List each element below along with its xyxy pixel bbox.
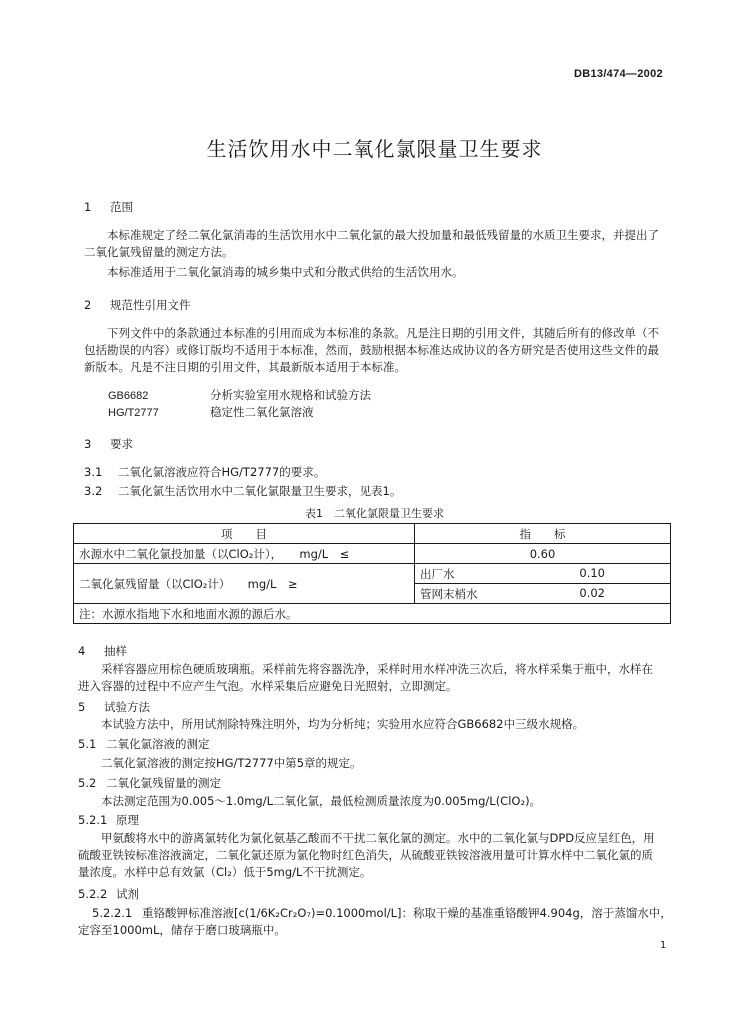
section-2-title: 规范性引用文件	[110, 298, 191, 312]
reference-row	[108, 404, 314, 422]
section-4-heading	[78, 643, 127, 659]
section-1-paragraph-1: 本标准规定了经二氧化氯消毒的生活饮用水中二氧化氯的最大投加量和最低残留量的水质卫生要求，并提出了二氧化氯残留量的测定方法。	[84, 228, 659, 259]
clause-number: 5.2.1	[78, 813, 108, 827]
reference-code: HG/T2777	[108, 407, 159, 419]
table-row	[74, 564, 671, 584]
column-header-item: 项 目	[74, 524, 415, 544]
clause-number: 5.2	[78, 776, 97, 790]
section-3-number: 3	[84, 437, 92, 451]
section-1-title: 范围	[110, 200, 133, 214]
section-2-heading	[84, 297, 191, 313]
section-2-number: 2	[84, 298, 92, 312]
clause-5-2-1-heading	[78, 812, 139, 828]
clause-5-2-2-1	[78, 905, 672, 939]
clause-3-2	[84, 483, 401, 500]
clause-title: 试剂	[116, 887, 139, 901]
section-1-number: 1	[84, 200, 92, 214]
reference-row	[108, 387, 371, 405]
section-3-title: 要求	[110, 437, 133, 451]
clause-number: 3.1	[84, 465, 103, 479]
section-5-paragraph: 本试验方法中，所用试剂除特殊注明外，均为分析纯；实验用水应符合GB6682中三级水规格。	[101, 717, 585, 731]
row-value-dosage: 0.60	[415, 544, 671, 564]
clause-number: 3.2	[84, 484, 103, 498]
section-1-heading	[84, 199, 133, 215]
residual-outlet-cell	[415, 564, 671, 584]
section-5-title: 试验方法	[104, 700, 150, 714]
table-note: 注：水源水指地下水和地面水源的源后水。	[74, 604, 671, 624]
residual-outlet-label: 出厂水	[420, 566, 455, 581]
clause-5-2-paragraph: 本法测定范围为0.005～1.0mg/L二氧化氯，最低检测质量浓度为0.005mg/L(ClO₂)。	[101, 794, 542, 808]
clause-3-1	[84, 464, 325, 481]
table-note-row	[74, 604, 671, 624]
clause-number: 5.1	[78, 737, 97, 751]
reference-code: GB6682	[108, 390, 149, 402]
section-4-title: 抽样	[104, 644, 127, 658]
reference-title: 稳定性二氧化氯溶液	[210, 405, 314, 419]
table-header-row	[74, 524, 671, 544]
page-number: 1	[660, 940, 667, 951]
section-5-number: 5	[78, 700, 86, 714]
clause-text: 重铬酸钾标准溶液[c(1/6K₂Cr₂O₇)=0.1000mol/L]：称取干燥的基准重铬酸钾4.904g，溶于蒸馏水中，定容至1000mL，储存于磨口玻璃瓶中。	[78, 906, 672, 937]
document-title: 生活饮用水中二氧化氯限量卫生要求	[206, 137, 543, 161]
limits-table	[73, 523, 671, 624]
column-header-index: 指 标	[415, 524, 671, 544]
row-item-dosage: 水源水中二氧化氯投加量（以ClO₂计）， mg/L ≤	[74, 544, 415, 564]
clause-5-2-2-heading	[78, 886, 139, 902]
standard-code: DB13/474—2002	[574, 68, 663, 80]
section-1-paragraph-2: 本标准适用于二氧化氯消毒的城乡集中式和分散式供给的生活饮用水。	[107, 265, 464, 279]
clause-text: 二氧化氯生活饮用水中二氧化氯限量卫生要求，见表1。	[118, 484, 402, 498]
table-row	[74, 544, 671, 564]
residual-outlet-value: 0.10	[579, 565, 605, 580]
reference-title: 分析实验室用水规格和试验方法	[210, 388, 371, 402]
residual-network-value: 0.02	[579, 585, 605, 600]
clause-title: 二氧化氯溶液的测定	[106, 737, 210, 751]
table-1-caption: 表1 二氧化氯限量卫生要求	[305, 507, 444, 520]
clause-number: 5.2.2	[78, 887, 108, 901]
section-4-number: 4	[78, 644, 86, 658]
clause-5-2-1-paragraph: 甲氨酸将水中的游离氯转化为氯化氨基乙酸而不干扰二氧化氯的测定。水中的二氧化氯与DPD反应呈红色，用硫酸亚铁铵标准溶液滴定，二氧化氯还原为氯化物时红色消失，从硫酸亚铁铵溶液用量可计算水样中二氧化氯的质量浓度。水样中总有效氯（Cl₂）低于5mg/L不干扰测定。	[78, 831, 655, 879]
section-2-paragraph: 下列文件中的条款通过本标准的引用而成为本标准的条款。凡是注日期的引用文件，其随后所有的修改单（不包括勘误的内容）或修订版均不适用于本标准，然而，鼓励根据本标准达成协议的各方研究是否使用这些文件的最新版本。凡是不注日期的引用文件，其最新版本适用于本标准。	[84, 326, 659, 374]
residual-network-cell	[415, 584, 671, 604]
section-4-paragraph: 采样容器应用棕色硬质玻璃瓶。采样前先将容器洗净，采样时用水样冲洗三次后，将水样采集于瓶中，水样在进入容器的过程中不应产生气泡。水样采集后应避免日光照射，立即测定。	[78, 662, 653, 693]
section-3-heading	[84, 436, 133, 452]
clause-title: 原理	[116, 813, 139, 827]
clause-title: 二氧化氯残留量的测定	[106, 776, 221, 790]
clause-5-1-paragraph: 二氧化氯溶液的测定按HG/T2777中第5章的规定。	[101, 756, 362, 770]
clause-text: 二氧化氯溶液应符合HG/T2777的要求。	[118, 465, 326, 479]
clause-number: 5.2.2.1	[92, 906, 133, 920]
clause-5-2-heading	[78, 775, 221, 791]
row-item-residual: 二氧化氯残留量（以ClO₂计） mg/L ≥	[74, 564, 415, 604]
section-5-heading	[78, 699, 150, 715]
residual-network-label: 管网末梢水	[420, 586, 478, 601]
clause-5-1-heading	[78, 736, 210, 752]
